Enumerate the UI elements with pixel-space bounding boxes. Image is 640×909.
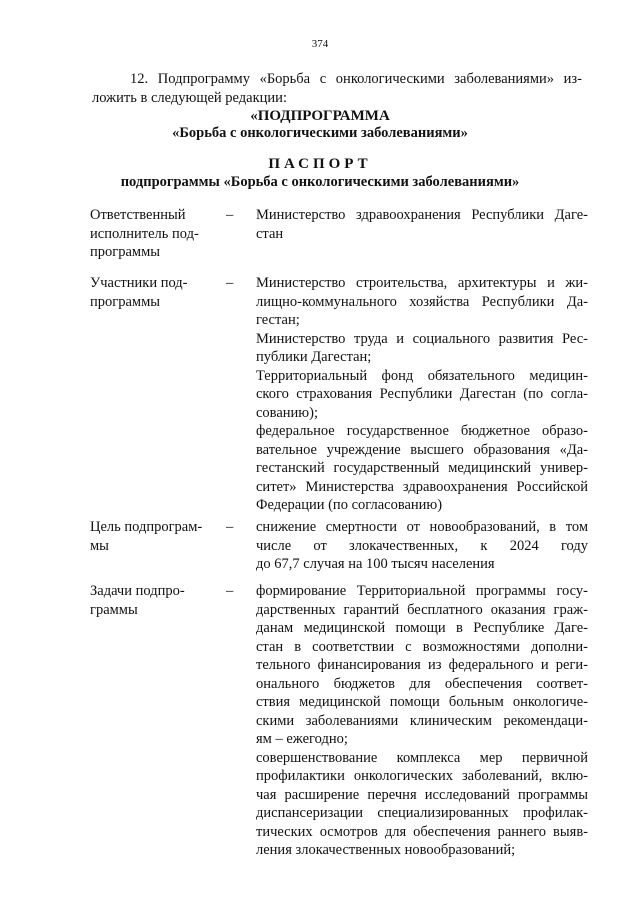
value-line: данам медицинской помощи в Республике Даге- (256, 620, 588, 636)
value-line: гестан; (256, 312, 300, 328)
row-value (256, 274, 588, 515)
label-line: Ответственный (90, 207, 186, 223)
value-line: федеральное государственное бюджетное образо- (256, 423, 588, 439)
value-line: Территориальный фонд обязательного медицин- (256, 367, 588, 384)
value-line: ствия медицинской помощи больным онкологиче- (256, 694, 588, 710)
value-line: Федерации (по согласованию) (256, 497, 443, 513)
subprogram-name: «Борьба с онкологическими заболеваниями» (172, 125, 468, 141)
value-line: тических осмотров для обеспечения раннего выяв- (256, 823, 588, 840)
value-line: ситет» Министерства здравоохранения Российской (256, 478, 588, 495)
value-line: до 67,7 случая на 100 тысяч населения (256, 556, 495, 572)
passport-heading: ПАСПОРТ (268, 156, 372, 172)
value-line: вательное учреждение высшего образования «Да- (256, 441, 588, 458)
label-line: Задачи подпро- (90, 583, 185, 599)
row-dash: – (226, 275, 234, 291)
value-line: дарственных гарантий бесплатного оказания граж- (256, 601, 588, 618)
intro-paragraph (92, 70, 582, 108)
row-label (90, 274, 214, 311)
value-line: ления злокачественных новообразований; (256, 842, 516, 858)
row-dash: – (226, 207, 234, 223)
value-line: Министерство труда и социального развития Рес- (256, 330, 588, 347)
value-line: совершенствование комплекса мер первичной (256, 749, 588, 766)
value-line: публики Дагестан; (256, 349, 372, 365)
row-dash: – (226, 583, 234, 599)
passport-subheading: подпрограммы «Борьба с онкологическими заболеваниями» (120, 174, 520, 190)
value-line: лищно-коммунального хозяйства Республики Да- (256, 293, 588, 310)
value-line: ского страхования Республики Дагестан (по согла- (256, 386, 588, 402)
value-line: стан (256, 225, 284, 242)
value-line: диспансеризации специализированных профилак- (256, 805, 588, 821)
row-dash: – (226, 519, 234, 535)
value-line: стан в соответствии с возможностями дополни- (256, 638, 588, 655)
label-line: программы (90, 244, 160, 260)
row-value (256, 206, 588, 243)
value-line: Министерство строительства, архитектуры и жи- (256, 275, 588, 291)
row-label (90, 582, 214, 619)
value-line: гестанский государственный медицинский универ- (256, 460, 588, 476)
value-line: тельного финансирования из федерального и реги- (256, 657, 588, 673)
value-line: онального бюджетов для обеспечения соответ- (256, 675, 588, 692)
intro-line: 12. Подпрограмму «Борьба с онкологическими заболеваниями» из- (130, 71, 582, 87)
label-line: граммы (90, 601, 138, 618)
label-line: программы (90, 293, 160, 310)
label-line: мы (90, 537, 109, 554)
value-line: ям – ежегодно; (256, 731, 348, 747)
value-line: сованию); (256, 404, 318, 421)
value-line: числе от злокачественных, к 2024 году (256, 537, 588, 554)
row-value (256, 582, 588, 860)
row-value (256, 518, 588, 574)
label-line: Участники под- (90, 275, 188, 291)
value-line: снижение смертности от новообразований, в том (256, 519, 588, 535)
intro-line: ложить в следующей редакции: (92, 90, 287, 106)
row-label (90, 206, 214, 262)
subprogram-heading: «ПОДПРОГРАММА (250, 108, 390, 124)
value-line: формирование Территориальной программы госу- (256, 583, 588, 599)
label-line: исполнитель под- (90, 225, 199, 242)
value-line: скими заболеваниями клиническим рекомендаци- (256, 712, 588, 729)
value-line: профилактики онкологических заболеваний, вклю- (256, 768, 588, 784)
label-line: Цель подпрограм- (90, 519, 203, 535)
value-line: Министерство здравоохранения Республики Даге- (256, 207, 588, 223)
page-number: 374 (311, 38, 329, 50)
row-label (90, 518, 214, 555)
value-line: чая расширение перечня исследований программы (256, 786, 588, 803)
